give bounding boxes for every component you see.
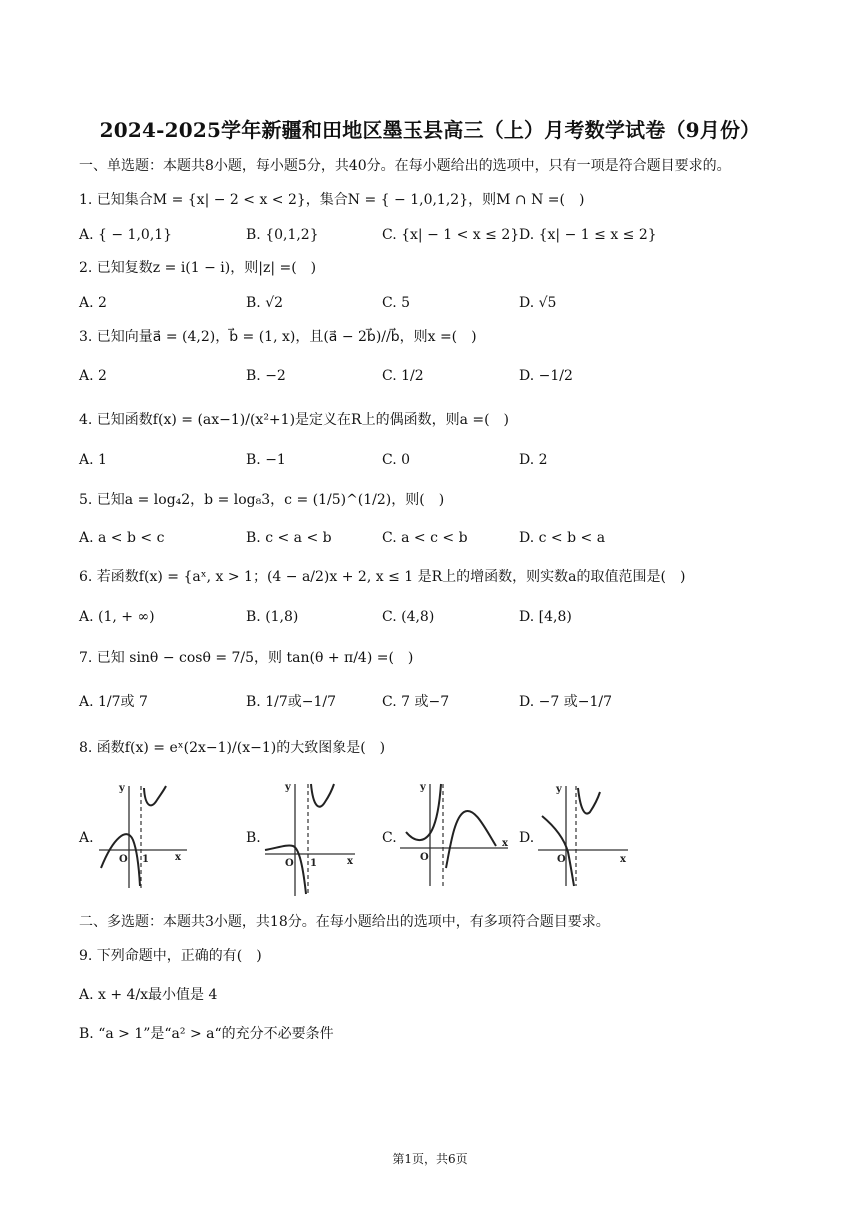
q1-option-c: C. {x| − 1 < x ≤ 2} (382, 227, 520, 243)
svg-text:O: O (420, 852, 429, 863)
q6-option-b: B. (1,8) (246, 609, 299, 625)
svg-text:y: y (285, 782, 291, 793)
svg-text:x: x (620, 854, 626, 865)
q7-option-b: B. 1/7或−1/7 (246, 694, 336, 710)
question-9-stem: 9. 下列命题中，正确的有( ) (79, 948, 262, 964)
q6-option-c: C. (4,8) (382, 609, 435, 625)
q1-option-a: A. { − 1,0,1} (79, 227, 173, 243)
q8-option-b: B. (246, 830, 261, 846)
svg-text:y: y (420, 782, 426, 793)
q6-option-d: D. [4,8) (519, 609, 572, 625)
q8-graph-d (536, 778, 636, 890)
q7-option-d: D. −7 或−1/7 (519, 694, 612, 710)
svg-text:O: O (119, 854, 128, 865)
q8-option-c: C. (382, 830, 397, 846)
q5-option-c: C. a < c < b (382, 530, 468, 546)
q4-option-b: B. −1 (246, 452, 286, 468)
q5-option-b: B. c < a < b (246, 530, 332, 546)
section-multiple-choice: 二、多选题：本题共3小题，共18分。在每小题给出的选项中，有多项符合题目要求。 (79, 914, 610, 930)
q2-option-b: B. √2 (246, 295, 284, 311)
question-8-stem: 8. 函数f(x) = eˣ(2x−1)/(x−1)的大致图象是( ) (79, 740, 386, 756)
q9-option-a: A. x + 4/x最小值是 4 (79, 987, 218, 1003)
page-footer: 第1页，共6页 (392, 1152, 468, 1166)
q3-option-c: C. 1/2 (382, 368, 424, 384)
svg-text:x: x (502, 838, 508, 849)
q3-option-a: A. 2 (79, 368, 107, 384)
q7-option-a: A. 1/7或 7 (79, 694, 148, 710)
q8-option-d: D. (519, 830, 535, 846)
exam-title: 2024-2025学年新疆和田地区墨玉县高三（上）月考数学试卷（9月份） (99, 118, 761, 142)
question-5-stem: 5. 已知a = log₄2，b = log₈3，c = (1/5)^(1/2)，则( ) (79, 492, 445, 508)
q8-graph-c (398, 778, 514, 890)
q8-graph-a (95, 778, 195, 890)
svg-text:O: O (285, 858, 294, 869)
q3-option-b: B. −2 (246, 368, 286, 384)
q2-option-c: C. 5 (382, 295, 411, 311)
q7-option-c: C. 7 或−7 (382, 694, 450, 710)
q5-option-a: A. a < b < c (79, 530, 165, 546)
q3-option-d: D. −1/2 (519, 368, 573, 384)
question-6-stem: 6. 若函数f(x) = {aˣ, x > 1；(4 − a/2)x + 2, x ≤ 1 是R上的增函数，则实数a的取值范围是( ) (79, 569, 686, 585)
question-2-stem: 2. 已知复数z = i(1 − i)，则|z| =( ) (79, 260, 317, 276)
q8-option-a: A. (79, 830, 94, 846)
question-1-stem: 1. 已知集合M = {x| − 2 < x < 2}，集合N = { − 1,0,1,2}，则M ∩ N =( ) (79, 192, 585, 208)
q2-option-d: D. √5 (519, 295, 557, 311)
svg-text:1: 1 (142, 854, 149, 865)
question-7-stem: 7. 已知 sinθ − cosθ = 7/5，则 tan(θ + π/4) =( ) (79, 650, 414, 666)
q9-option-b: B. “a > 1”是“a² > a“的充分不必要条件 (79, 1026, 334, 1042)
question-4-stem: 4. 已知函数f(x) = (ax−1)/(x²+1)是定义在R上的偶函数，则a =( ) (79, 412, 510, 428)
svg-text:x: x (347, 856, 353, 867)
q4-option-c: C. 0 (382, 452, 411, 468)
section-single-choice: 一、单选题：本题共8小题，每小题5分，共40分。在每小题给出的选项中，只有一项是符合题目要求的。 (79, 158, 731, 174)
svg-text:y: y (556, 784, 562, 795)
q1-option-d: D. {x| − 1 ≤ x ≤ 2} (519, 227, 657, 243)
question-3-stem: 3. 已知向量a⃗ = (4,2)，b⃗ = (1, x)，且(a⃗ − 2b⃗)//b⃗，则x =( ) (79, 329, 477, 345)
svg-text:O: O (557, 854, 566, 865)
svg-text:1: 1 (310, 858, 317, 869)
q2-option-a: A. 2 (79, 295, 107, 311)
svg-text:y: y (119, 783, 125, 794)
q1-option-b: B. {0,1,2} (246, 227, 319, 243)
q6-option-a: A. (1, + ∞) (79, 609, 155, 625)
q5-option-d: D. c < b < a (519, 530, 606, 546)
q8-graph-b (263, 778, 363, 898)
q4-option-d: D. 2 (519, 452, 548, 468)
q4-option-a: A. 1 (79, 452, 107, 468)
svg-text:x: x (175, 852, 181, 863)
